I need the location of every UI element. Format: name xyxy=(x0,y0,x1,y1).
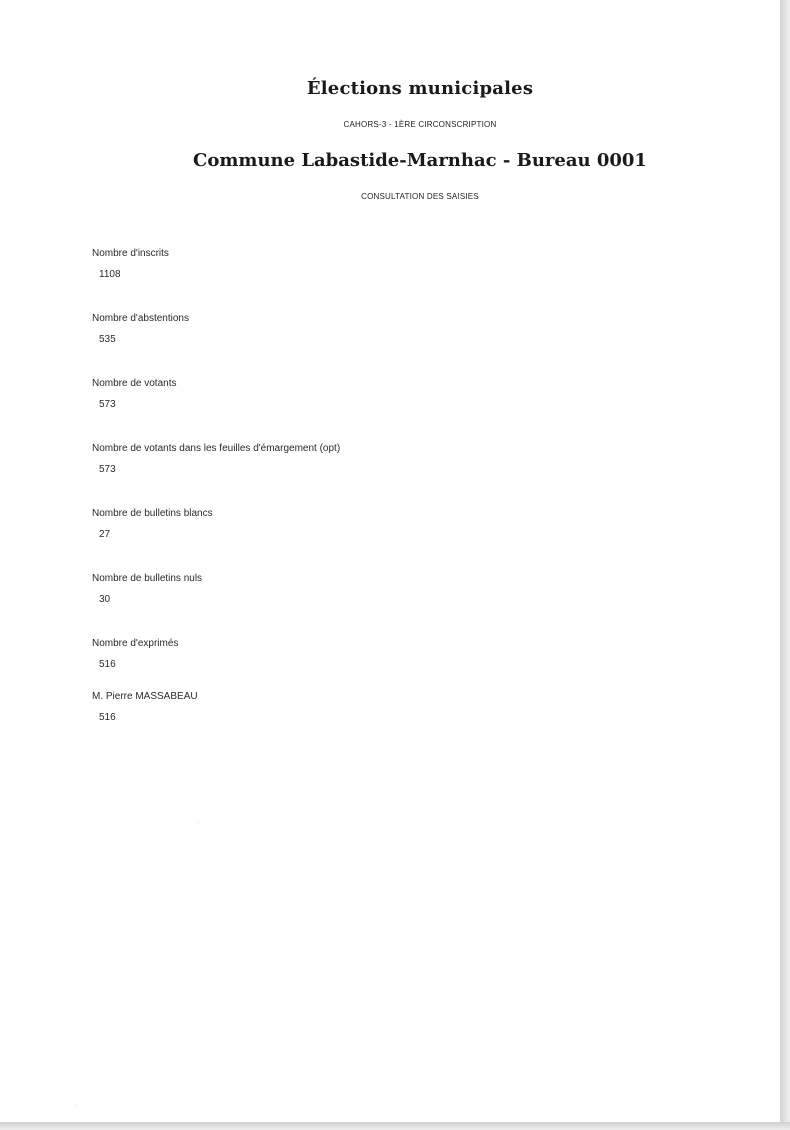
field-label-inscrits: Nombre d'inscrits xyxy=(92,248,169,259)
field-label-bulletins-nuls: Nombre de bulletins nuls xyxy=(92,573,203,584)
page-title: Élections municipales xyxy=(306,78,534,99)
field-label-votants-emargement: Nombre de votants dans les feuilles d'émargement (opt) xyxy=(92,443,341,454)
field-value-votants-emargement: 573 xyxy=(99,464,116,475)
field-value-bulletins-blancs: 27 xyxy=(99,529,111,540)
field-label-candidate: M. Pierre MASSABEAU xyxy=(92,691,198,702)
field-value-bulletins-nuls: 30 xyxy=(99,594,111,605)
scan-speck xyxy=(198,822,199,823)
field-label-exprimes: Nombre d'exprimés xyxy=(92,638,179,649)
field-value-inscrits: 1108 xyxy=(99,269,121,280)
page-bottom-edge xyxy=(0,1122,790,1130)
field-label-bulletins-blancs: Nombre de bulletins blancs xyxy=(92,508,213,519)
circonscription-subtitle: CAHORS-3 - 1ÈRE CIRCONSCRIPTION xyxy=(343,120,497,129)
field-label-abstentions: Nombre d'abstentions xyxy=(92,313,189,324)
consultation-mode-label: CONSULTATION DES SAISIES xyxy=(361,192,479,201)
field-value-exprimes: 516 xyxy=(99,659,116,670)
field-value-candidate: 516 xyxy=(99,712,116,723)
field-label-votants: Nombre de votants xyxy=(92,378,177,389)
scan-speck xyxy=(75,1105,76,1106)
field-value-abstentions: 535 xyxy=(99,334,116,345)
field-value-votants: 573 xyxy=(99,399,116,410)
bureau-heading: Commune Labastide-Marnhac - Bureau 0001 xyxy=(193,150,647,171)
page-right-edge xyxy=(780,0,790,1130)
